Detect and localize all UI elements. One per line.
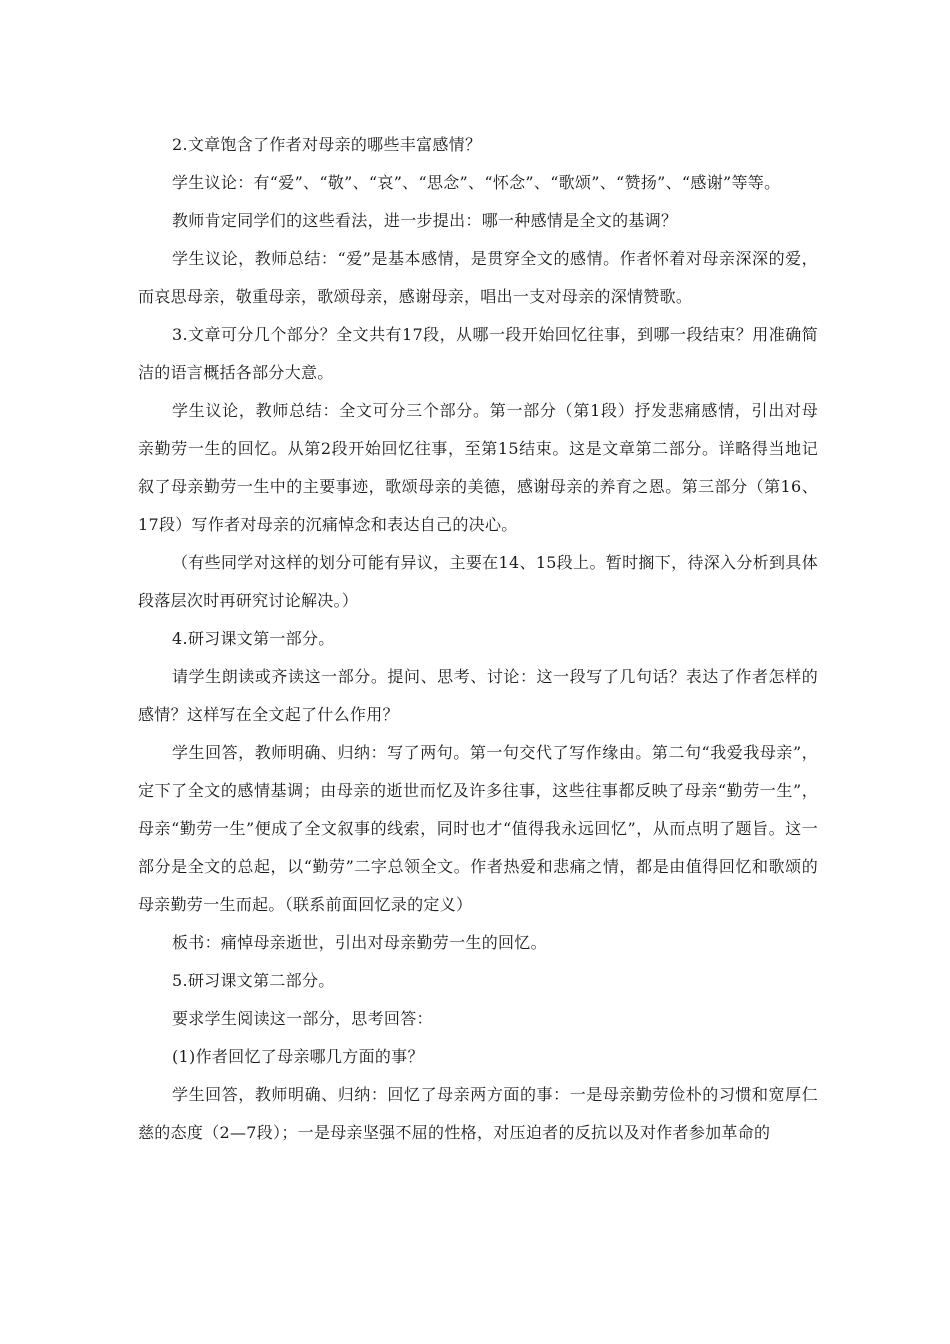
paragraph-heading-5: 5.研习课文第二部分。 <box>172 971 335 990</box>
paragraph-teacher-keynote-question: 教师肯定同学们的这些看法，进一步提出：哪一种感情是全文的基调？ <box>172 211 678 230</box>
paragraph-reading-prompt: 请学生朗读或齐读这一部分。提问、思考、讨论：这一段写了几句话？表达了作者怎样的感情？这样写在全文起了什么作用？ <box>138 667 818 724</box>
paragraph-teacher-summary-love: 学生议论，教师总结：“爱”是基本感情，是贯穿全文的感情。作者怀着对母亲深深的爱，而哀思母亲，敬重母亲，歌颂母亲，感谢母亲，唱出一支对母亲的深情赞歌。 <box>138 249 818 306</box>
document-body <box>138 126 818 1152</box>
paragraph-blackboard-note: 板书：痛悼母亲逝世，引出对母亲勤劳一生的回忆。 <box>172 933 547 952</box>
paragraph-note-disagreement: （有些同学对这样的划分可能有异议，主要在14、15段上。暂时搁下，待深入分析到具体段落层次时再研究讨论解决。） <box>138 553 818 610</box>
paragraph-question-2: 2.文章饱含了作者对母亲的哪些丰富感情？ <box>172 135 482 154</box>
paragraph-student-discussion-emotions: 学生议论：有“爱”、“敬”、“哀”、“思念”、“怀念”、“歌颂”、“赞扬”、“感谢”等等。 <box>172 173 781 192</box>
paragraph-question-3: 3.文章可分几个部分？全文共有17段，从哪一段开始回忆往事，到哪一段结束？用准确简洁的语言概括各部分大意。 <box>138 325 818 382</box>
paragraph-reading-request: 要求学生阅读这一部分，思考回答： <box>172 1009 433 1028</box>
paragraph-heading-4: 4.研习课文第一部分。 <box>172 629 335 648</box>
paragraph-teacher-explanation-part2: 学生回答，教师明确、归纳：回忆了母亲两方面的事：一是母亲勤劳俭朴的习惯和宽厚仁慈的态度（2—7段）；一是母亲坚强不屈的性格，对压迫者的反抗以及对作者参加革命的 <box>138 1085 818 1142</box>
paragraph-subquestion-1: (1)作者回忆了母亲哪几方面的事？ <box>172 1047 424 1066</box>
paragraph-teacher-summary-structure: 学生议论，教师总结：全文可分三个部分。第一部分（第1段）抒发悲痛感情，引出对母亲勤劳一生的回忆。从第2段开始回忆往事，至第15结束。这是文章第二部分。详略得当地记叙了母亲勤劳一生中的主要事迹，歌颂母亲的美德，感谢母亲的养育之恩。第三部分（第16、17段）写作者对母亲的沉痛悼念和表达自己的决心。 <box>138 401 818 534</box>
paragraph-teacher-explanation-part1: 学生回答，教师明确、归纳：写了两句。第一句交代了写作缘由。第二句“我爱我母亲”，定下了全文的感情基调；由母亲的逝世而忆及许多往事，这些往事都反映了母亲“勤劳一生”，母亲“勤劳一生”便成了全文叙事的线索，同时也才“值得我永远回忆”，从而点明了题旨。这一部分是全文的总起，以“勤劳”二字总领全文。作者热爱和悲痛之情，都是由值得回忆和歌颂的母亲勤劳一生而起。（联系前面回忆录的定义） <box>138 743 818 914</box>
